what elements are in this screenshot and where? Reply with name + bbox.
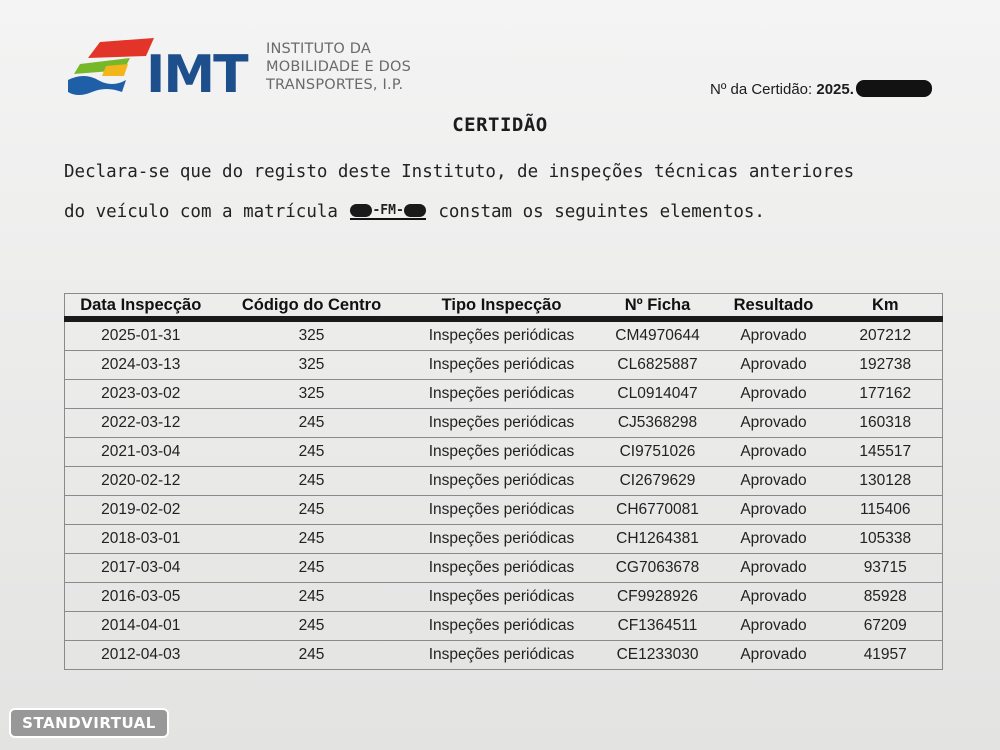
table-row: [65, 319, 943, 351]
table-row: [65, 554, 943, 583]
cell-result: Aprovado: [719, 612, 829, 641]
table-row: [65, 583, 943, 612]
cell-result: Aprovado: [719, 319, 829, 351]
col-header-km: Km: [829, 294, 943, 320]
cell-km: 115406: [829, 496, 943, 525]
institute-name: [266, 40, 411, 94]
col-header-inspection-type: Tipo Inspecção: [407, 294, 597, 320]
cell-sheet-number: CE1233030: [597, 641, 719, 670]
cell-date: 2019-02-02: [65, 496, 217, 525]
cell-sheet-number: CJ5368298: [597, 409, 719, 438]
cell-date: 2020-02-12: [65, 467, 217, 496]
certificate-number-value: 2025.: [816, 81, 854, 98]
table-row: [65, 467, 943, 496]
cell-inspection-type: Inspeções periódicas: [407, 612, 597, 641]
cell-km: 177162: [829, 380, 943, 409]
cell-sheet-number: CI9751026: [597, 438, 719, 467]
cell-result: Aprovado: [719, 438, 829, 467]
cell-inspection-type: Inspeções periódicas: [407, 496, 597, 525]
cell-date: 2012-04-03: [65, 641, 217, 670]
cell-sheet-number: CH6770081: [597, 496, 719, 525]
table-row: [65, 438, 943, 467]
declaration-text-before: do veículo com a matrícula: [64, 202, 338, 222]
cell-center-code: 245: [217, 641, 407, 670]
cell-inspection-type: Inspeções periódicas: [407, 583, 597, 612]
plate-redaction-left: [350, 204, 372, 217]
cell-center-code: 325: [217, 319, 407, 351]
cell-center-code: 245: [217, 409, 407, 438]
cell-inspection-type: Inspeções periódicas: [407, 641, 597, 670]
cell-inspection-type: Inspeções periódicas: [407, 409, 597, 438]
cell-km: 192738: [829, 351, 943, 380]
cell-sheet-number: CF9928926: [597, 583, 719, 612]
cell-inspection-type: Inspeções periódicas: [407, 554, 597, 583]
logo-wordmark: IMT: [146, 45, 247, 104]
cell-result: Aprovado: [719, 409, 829, 438]
cell-sheet-number: CI2679629: [597, 467, 719, 496]
cell-km: 85928: [829, 583, 943, 612]
cell-result: Aprovado: [719, 380, 829, 409]
cell-center-code: 245: [217, 554, 407, 583]
cell-km: 207212: [829, 319, 943, 351]
cell-sheet-number: CG7063678: [597, 554, 719, 583]
table-row: [65, 525, 943, 554]
table-row: [65, 496, 943, 525]
declaration-line-2: [64, 202, 765, 222]
col-header-center-code: Código do Centro: [217, 294, 407, 320]
plate-redaction-right: [404, 204, 426, 217]
table-row: [65, 612, 943, 641]
cell-result: Aprovado: [719, 525, 829, 554]
cell-inspection-type: Inspeções periódicas: [407, 467, 597, 496]
cell-result: Aprovado: [719, 496, 829, 525]
certificate-number-label: Nº da Certidão:: [710, 81, 813, 98]
cell-result: Aprovado: [719, 583, 829, 612]
cell-km: 67209: [829, 612, 943, 641]
logo-red-stripe: [88, 38, 154, 58]
cell-date: 2025-01-31: [65, 319, 217, 351]
cell-result: Aprovado: [719, 351, 829, 380]
institute-line-1: INSTITUTO DA: [266, 41, 372, 57]
institute-line-3: TRANSPORTES, I.P.: [266, 77, 404, 93]
cell-inspection-type: Inspeções periódicas: [407, 438, 597, 467]
redaction-mark: [856, 80, 932, 97]
table-row: [65, 380, 943, 409]
cell-km: 145517: [829, 438, 943, 467]
license-plate: [350, 203, 425, 220]
cell-inspection-type: Inspeções periódicas: [407, 319, 597, 351]
cell-sheet-number: CL0914047: [597, 380, 719, 409]
cell-date: 2024-03-13: [65, 351, 217, 380]
cell-date: 2014-04-01: [65, 612, 217, 641]
col-header-result: Resultado: [719, 294, 829, 320]
document-title: CERTIDÃO: [452, 114, 548, 136]
declaration-text-after: constam os seguintes elementos.: [438, 202, 765, 222]
cell-date: 2018-03-01: [65, 525, 217, 554]
cell-km: 105338: [829, 525, 943, 554]
standvirtual-watermark: STANDVIRTUAL: [9, 708, 169, 738]
institute-line-2: MOBILIDADE E DOS: [266, 59, 412, 75]
cell-km: 93715: [829, 554, 943, 583]
cell-date: 2016-03-05: [65, 583, 217, 612]
cell-result: Aprovado: [719, 467, 829, 496]
table-header-row: [65, 294, 943, 320]
cell-km: 41957: [829, 641, 943, 670]
inspection-table: [64, 293, 943, 670]
cell-km: 160318: [829, 409, 943, 438]
cell-center-code: 245: [217, 438, 407, 467]
cell-inspection-type: Inspeções periódicas: [407, 351, 597, 380]
col-header-date: Data Inspecção: [65, 294, 217, 320]
table-row: [65, 351, 943, 380]
cell-result: Aprovado: [719, 641, 829, 670]
cell-sheet-number: CM4970644: [597, 319, 719, 351]
cell-center-code: 245: [217, 612, 407, 641]
cell-sheet-number: CF1364511: [597, 612, 719, 641]
cell-inspection-type: Inspeções periódicas: [407, 380, 597, 409]
cell-center-code: 245: [217, 496, 407, 525]
cell-km: 130128: [829, 467, 943, 496]
cell-center-code: 245: [217, 583, 407, 612]
table-row: [65, 641, 943, 670]
cell-inspection-type: Inspeções periódicas: [407, 525, 597, 554]
declaration-line-1: Declara-se que do registo deste Instituto, de inspeções técnicas anteriores: [64, 162, 855, 182]
cell-center-code: 325: [217, 380, 407, 409]
cell-sheet-number: CH1264381: [597, 525, 719, 554]
certificate-number: [710, 80, 932, 98]
cell-date: 2022-03-12: [65, 409, 217, 438]
table-row: [65, 409, 943, 438]
cell-result: Aprovado: [719, 554, 829, 583]
plate-visible-part: -FM-: [372, 203, 404, 218]
cell-center-code: 325: [217, 351, 407, 380]
cell-date: 2021-03-04: [65, 438, 217, 467]
col-header-sheet-number: Nº Ficha: [597, 294, 719, 320]
cell-center-code: 245: [217, 525, 407, 554]
cell-sheet-number: CL6825887: [597, 351, 719, 380]
cell-date: 2023-03-02: [65, 380, 217, 409]
cell-date: 2017-03-04: [65, 554, 217, 583]
cell-center-code: 245: [217, 467, 407, 496]
logo-blue-wave: [68, 76, 126, 95]
